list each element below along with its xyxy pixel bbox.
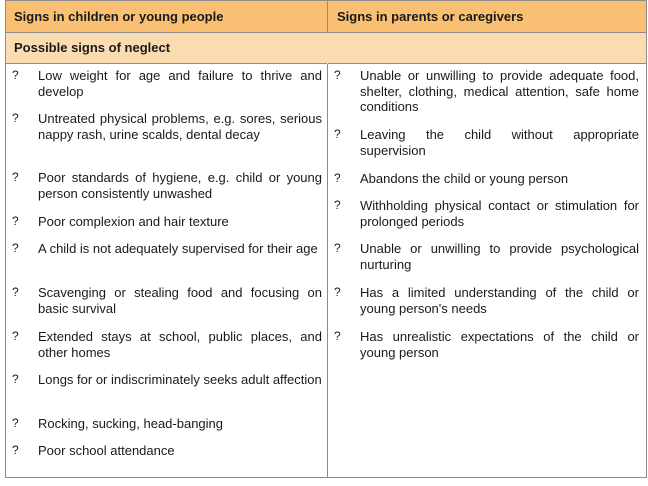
section-row: [6, 33, 646, 64]
header-children: Signs in children or young people: [14, 9, 224, 24]
bullet-mark: ?: [12, 285, 19, 299]
item-text: Poor school attendance: [38, 443, 175, 458]
bullet-mark: ?: [334, 285, 341, 299]
column-divider: [327, 1, 328, 477]
neglect-signs-table: [5, 0, 647, 478]
bullet-mark: ?: [334, 68, 341, 82]
header-parents: Signs in parents or caregivers: [337, 9, 524, 24]
item-text: Poor standards of hygiene, e.g. child or young person consistently unwashed: [38, 170, 322, 201]
item-text: Scavenging or stealing food and focusing on basic survival: [38, 285, 322, 316]
section-title: Possible signs of neglect: [14, 40, 171, 55]
item-text: Poor complexion and hair texture: [38, 214, 229, 229]
bullet-mark: ?: [12, 329, 19, 343]
item-text: Longs for or indiscriminately seeks adult affection: [38, 372, 322, 387]
column-divider-gap: [327, 33, 328, 64]
bullet-mark: ?: [12, 170, 19, 184]
bullet-mark: ?: [12, 416, 19, 430]
bullet-mark: ?: [334, 241, 341, 255]
bullet-mark: ?: [12, 443, 19, 457]
item-text: Unable or unwilling to provide adequate food, shelter, clothing, medical attention, safe home conditions: [360, 68, 639, 114]
item-text: Abandons the child or young person: [360, 171, 569, 186]
item-text: Rocking, sucking, head-banging: [38, 416, 224, 431]
bullet-mark: ?: [334, 198, 341, 212]
bullet-mark: ?: [12, 111, 19, 125]
bullet-mark: ?: [334, 329, 341, 343]
table-header-row: [6, 1, 646, 33]
bullet-mark: ?: [334, 171, 341, 185]
item-text: Leaving the child without appropriate supervision: [360, 127, 639, 158]
item-text: Untreated physical problems, e.g. sores, serious nappy rash, urine scalds, dental decay: [38, 111, 322, 142]
item-text: Has unrealistic expectations of the child or young person: [360, 329, 639, 360]
item-text: Unable or unwilling to provide psychological nurturing: [360, 241, 639, 272]
bullet-mark: ?: [334, 127, 341, 141]
item-text: Extended stays at school, public places, and other homes: [38, 329, 322, 360]
item-text: Withholding physical contact or stimulation for prolonged periods: [360, 198, 639, 229]
bullet-mark: ?: [12, 372, 19, 386]
item-text: A child is not adequately supervised for their age: [38, 241, 318, 256]
item-text: Has a limited understanding of the child or young person's needs: [360, 285, 639, 316]
bullet-mark: ?: [12, 241, 19, 255]
item-text: Low weight for age and failure to thrive and develop: [38, 68, 322, 99]
bullet-mark: ?: [12, 214, 19, 228]
bullet-mark: ?: [12, 68, 19, 82]
